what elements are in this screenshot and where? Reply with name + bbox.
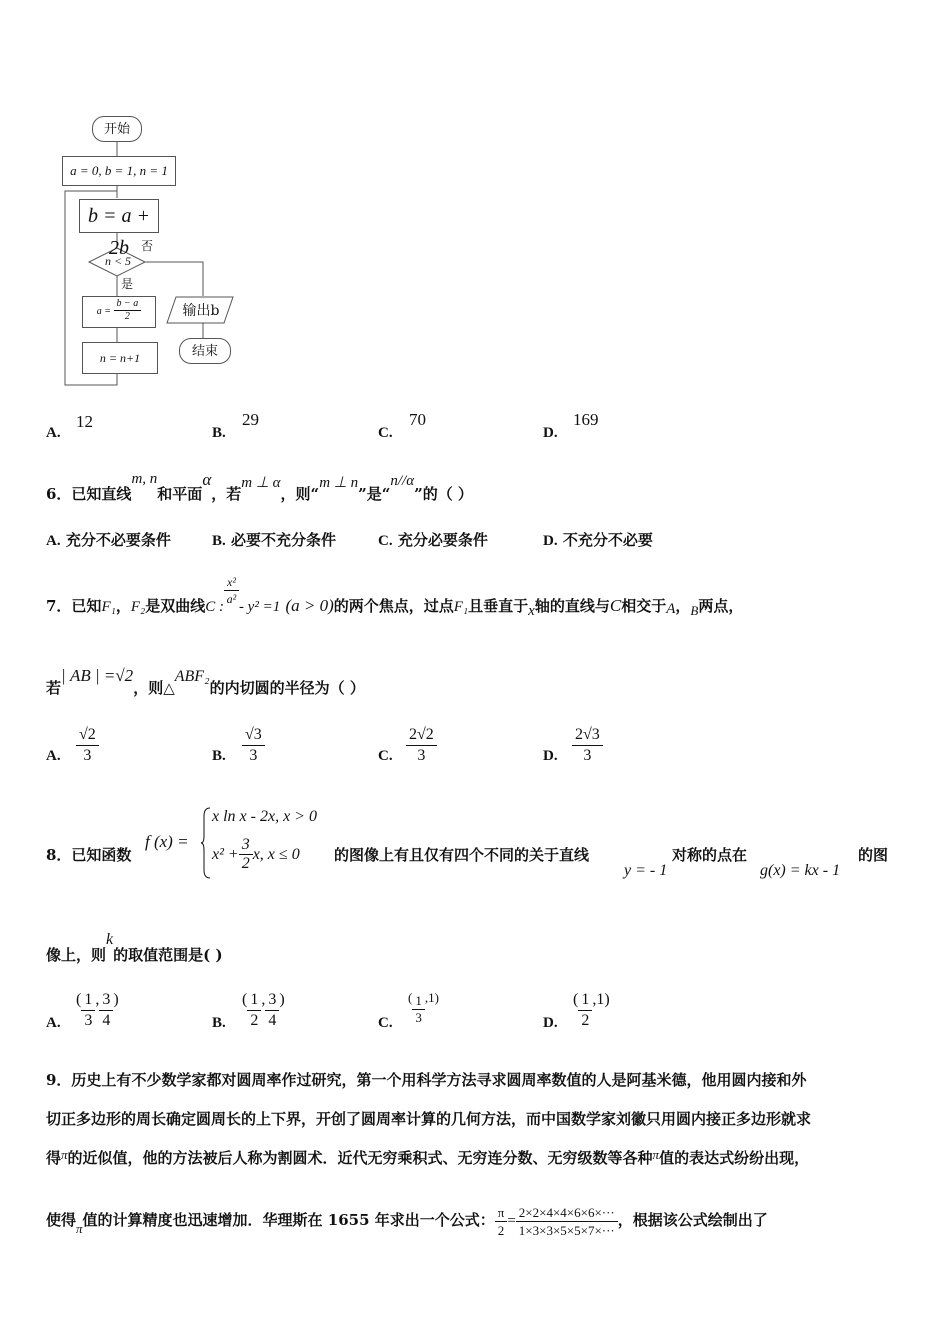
- q6-option-a-label: A.: [46, 533, 61, 549]
- q7-option-c-num: 2√2: [406, 725, 437, 746]
- q7-mid1: 是双曲线: [145, 596, 206, 615]
- q8-b-n1: 1: [247, 990, 261, 1011]
- q8-option-c-l: (: [408, 990, 413, 1006]
- q8-option-d-frac1: [578, 990, 592, 1031]
- q8-case2-num: 3: [239, 836, 253, 855]
- q6-option-b-label: B.: [212, 533, 226, 549]
- q8-case2-frac: [239, 836, 253, 873]
- q9-pi-3: π: [76, 1221, 83, 1236]
- q9-formula-num: 2×2×4×4×6×6×···: [516, 1204, 618, 1222]
- q8-line-eq: y = - 1: [624, 862, 668, 879]
- q6-stem: [46, 467, 473, 511]
- q7-cond: (a > 0): [285, 595, 334, 615]
- step-a-frac: [114, 298, 142, 323]
- q7-line2: [46, 665, 365, 697]
- q8-option-c-frac1: [412, 993, 425, 1026]
- q7-option-b-label[interactable]: B.: [212, 748, 226, 764]
- q8-option-d-sep: ,1): [592, 991, 610, 1009]
- q8-case2-b: x, x ≤ 0: [252, 846, 300, 863]
- flowchart-init: a = 0, b = 1, n = 1: [62, 156, 176, 186]
- q7-pa: A: [666, 600, 676, 617]
- q8-option-c-label[interactable]: C.: [378, 1015, 393, 1031]
- flowchart-step-a: [82, 296, 156, 328]
- q7-option-a-num: √2: [76, 725, 99, 746]
- q6-option-d-label: D.: [543, 533, 558, 549]
- q6-option-d-text: 不充分不必要: [562, 531, 653, 549]
- q8-mid2: 对称的点在: [672, 846, 748, 864]
- q7-cc: C: [609, 595, 622, 615]
- q7-mid4: 轴的直线与: [534, 596, 610, 615]
- q5-option-c-label[interactable]: C.: [378, 425, 393, 441]
- q9-line3: [46, 1140, 809, 1177]
- flowchart-cond: n < 5: [104, 254, 132, 268]
- q8-option-c: [408, 990, 439, 1026]
- q8-k: k: [106, 931, 114, 948]
- q6-mid3: ，则“: [280, 485, 320, 503]
- step-a-left: a =: [96, 305, 111, 317]
- q8-option-d-l: (: [573, 991, 579, 1009]
- q8-d-d1: 2: [581, 1012, 590, 1029]
- q8-end1: 的图: [858, 846, 889, 864]
- q8-option-d: [573, 990, 610, 1031]
- q7-comma2: ，: [675, 596, 691, 615]
- q6-option-b-text: 必要不充分条件: [231, 531, 337, 549]
- q6-cond1: m ⊥ α: [241, 475, 281, 491]
- q5-option-a-value: 12: [76, 412, 93, 431]
- q8-option-b-sep: ,: [261, 991, 266, 1009]
- q7-comma: ，: [115, 596, 131, 615]
- q7-option-c-den: 3: [417, 747, 426, 764]
- q8-c-d1: 3: [415, 1010, 422, 1025]
- q6-cond3: n//α: [390, 473, 415, 489]
- q8-option-a: [76, 990, 119, 1031]
- q7-option-b-den: 3: [249, 747, 258, 764]
- q7-option-c-frac: [406, 725, 437, 766]
- q7-line2-end: 的内切圆的半径为（ ）: [209, 679, 365, 697]
- q6-option-b[interactable]: [212, 529, 336, 550]
- q8-line2: [46, 928, 223, 964]
- q9-pi-1: π: [61, 1147, 68, 1162]
- q8-line2-end: 的取值范围是( ): [113, 946, 223, 964]
- q7-option-b-num: √3: [242, 725, 265, 746]
- q6-mid4: ”是“: [358, 485, 391, 503]
- q7-option-d-num: 2√3: [572, 725, 603, 746]
- q7-option-c-label[interactable]: C.: [378, 748, 393, 764]
- q9-line4: [46, 1202, 768, 1239]
- q8-c-n1: 1: [412, 993, 425, 1010]
- q7-option-a-label[interactable]: A.: [46, 748, 61, 764]
- q8-a-n1: 1: [81, 990, 95, 1011]
- q9-formula-left-num: π: [495, 1204, 508, 1222]
- q7-curve-c: C :: [205, 598, 224, 615]
- q6-lines: m, n: [131, 471, 158, 487]
- q9-pi-2: π: [652, 1147, 660, 1162]
- q8-case1: x ln x - 2x, x > 0: [212, 808, 317, 825]
- q5-option-b-label[interactable]: B.: [212, 425, 226, 441]
- flowchart-step-b: b = a + 2b: [79, 199, 159, 233]
- q8-d-n1: 1: [578, 990, 592, 1011]
- flowchart-step-n: n = n+1: [82, 342, 158, 374]
- q6-cond2: m ⊥ n: [319, 475, 359, 491]
- q6-option-c-label: C.: [378, 533, 393, 549]
- q6-option-d[interactable]: [543, 529, 653, 550]
- q7-pb: B: [690, 602, 699, 618]
- q8-g: g(x) = kx - 1: [760, 862, 841, 879]
- q9-line2: 切正多边形的周长确定圆周长的上下界，开创了圆周率计算的几何方法，而中国数学家刘徽只用圆内接正多边形就求: [46, 1110, 812, 1128]
- q7-f2: F₂: [130, 598, 146, 615]
- q6-mid2: ，若: [211, 485, 242, 503]
- q6-prefix: 6．已知直线: [46, 485, 132, 503]
- q7-f1b: F₁: [453, 598, 469, 615]
- q8-option-a-label[interactable]: A.: [46, 1015, 61, 1031]
- q7-ab: | AB | =√2: [61, 666, 134, 685]
- q8-option-b-r: ): [279, 991, 285, 1009]
- q8-case2: [212, 836, 300, 873]
- q8-option-a-frac1: [81, 990, 95, 1031]
- q7-option-d-label[interactable]: D.: [543, 748, 558, 764]
- q6-suffix: ”的（ ）: [414, 485, 473, 503]
- q9-formula-eq: =: [507, 1213, 516, 1229]
- q7-frac-num: x²: [224, 574, 239, 591]
- q8-fx: f (x) =: [145, 832, 189, 851]
- q7-f1: F₁: [101, 598, 116, 615]
- q7-option-a-frac: [76, 725, 99, 766]
- q6-option-c[interactable]: [378, 529, 488, 550]
- q9-formula-left: [495, 1204, 508, 1239]
- q7-frac: [224, 574, 239, 607]
- q8-option-a-frac2: [99, 990, 113, 1031]
- q8-option-b-frac1: [247, 990, 261, 1031]
- q8-line2-prefix: 像上，则: [46, 946, 107, 964]
- q8-a-n2: 3: [99, 990, 113, 1011]
- q8-option-c-sep: ,1): [424, 990, 439, 1006]
- q9-formula-left-den: 2: [497, 1222, 505, 1238]
- q8-option-a-sep: ,: [95, 991, 100, 1009]
- q8-option-d-label[interactable]: D.: [543, 1015, 558, 1031]
- q5-option-a-label[interactable]: A.: [46, 425, 61, 441]
- q7-line1: [46, 566, 744, 619]
- q9-line3-c: 值的表达式纷纷出现，: [659, 1149, 810, 1167]
- q9-line4-b: 值的计算精度也迅速增加．华理斯在 1655 年求出一个公式：: [82, 1211, 495, 1229]
- q7-rest: - y² =1: [238, 598, 281, 615]
- q8-b-d2: 4: [268, 1012, 277, 1029]
- q5-option-d-label[interactable]: D.: [543, 425, 558, 441]
- q9-line4-c: ，根据该公式绘制出了: [617, 1211, 768, 1229]
- q7-mid5: 相交于: [621, 596, 667, 615]
- q5-option-c-value: 70: [409, 410, 426, 429]
- q8-a-d2: 4: [102, 1012, 111, 1029]
- q8-prefix: 8．已知函数: [46, 846, 132, 864]
- q7-option-b-frac: [242, 725, 265, 766]
- q7-option-a-den: 3: [83, 747, 92, 764]
- q7-option-d-frac: [572, 725, 603, 766]
- q9-formula-right: [516, 1204, 618, 1239]
- flowchart-output: 输出b: [182, 303, 220, 319]
- q7-end1: 两点，: [698, 596, 744, 615]
- q8-option-b-frac2: [265, 990, 279, 1031]
- q7-xaxis: x: [528, 602, 535, 619]
- step-a-den: 2: [124, 311, 130, 322]
- q8-option-b-l: (: [242, 991, 248, 1009]
- q7-frac-den: a²: [226, 592, 237, 606]
- q8-a-d1: 3: [84, 1012, 93, 1029]
- q7-option-d-den: 3: [583, 747, 592, 764]
- q9-line3-b: 的近似值，他的方法被后人称为割圆术．近代无穷乘积式、无穷连分数、无穷级数等各种: [67, 1149, 653, 1167]
- q6-option-a-text: 充分不必要条件: [65, 531, 171, 549]
- q7-prefix: 7．已知: [46, 596, 102, 615]
- q9-line4-a: 使得: [46, 1211, 77, 1229]
- q7-mid2: 的两个焦点，过点: [333, 596, 454, 615]
- q7-line2-prefix: 若: [46, 679, 62, 697]
- flowchart-end: 结束: [179, 338, 231, 364]
- q8-option-b: [242, 990, 285, 1031]
- q8-case2-den: 2: [241, 855, 250, 872]
- step-a-num: b − a: [114, 298, 142, 311]
- q7-tri: ABF₂: [174, 668, 210, 685]
- q5-option-b-value: 29: [242, 410, 259, 429]
- flowchart-start: 开始: [92, 116, 142, 142]
- q6-option-a[interactable]: [46, 529, 171, 550]
- q8-mid1: 的图像上有且仅有四个不同的关于直线: [334, 846, 590, 864]
- q6-mid1: 和平面: [157, 485, 203, 503]
- q8-option-a-l: (: [76, 991, 82, 1009]
- q6-option-c-text: 充分必要条件: [397, 531, 488, 549]
- q8-option-a-r: ): [113, 991, 119, 1009]
- q8-case2-a: x² +: [212, 846, 239, 863]
- flowchart-no-label: 否: [141, 239, 154, 253]
- q8-option-b-label[interactable]: B.: [212, 1015, 226, 1031]
- q9-line3-a: 得: [46, 1149, 62, 1167]
- q7-line2-mid: ，则△: [133, 679, 175, 697]
- q8-brace: [200, 806, 212, 880]
- q6-plane: α: [202, 470, 212, 489]
- flowchart-yes-label: 是: [121, 277, 134, 291]
- q8-b-d1: 2: [250, 1012, 259, 1029]
- q9-formula-den: 1×3×3×5×5×7×···: [518, 1222, 615, 1238]
- q8-b-n2: 3: [265, 990, 279, 1011]
- q9-line1: 9．历史上有不少数学家都对圆周率作过研究，第一个用科学方法寻求圆周率数值的人是阿基米德，他用圆内接和外: [46, 1071, 807, 1089]
- q7-mid3: 且垂直于: [468, 596, 529, 615]
- q5-option-d-value: 169: [573, 410, 599, 429]
